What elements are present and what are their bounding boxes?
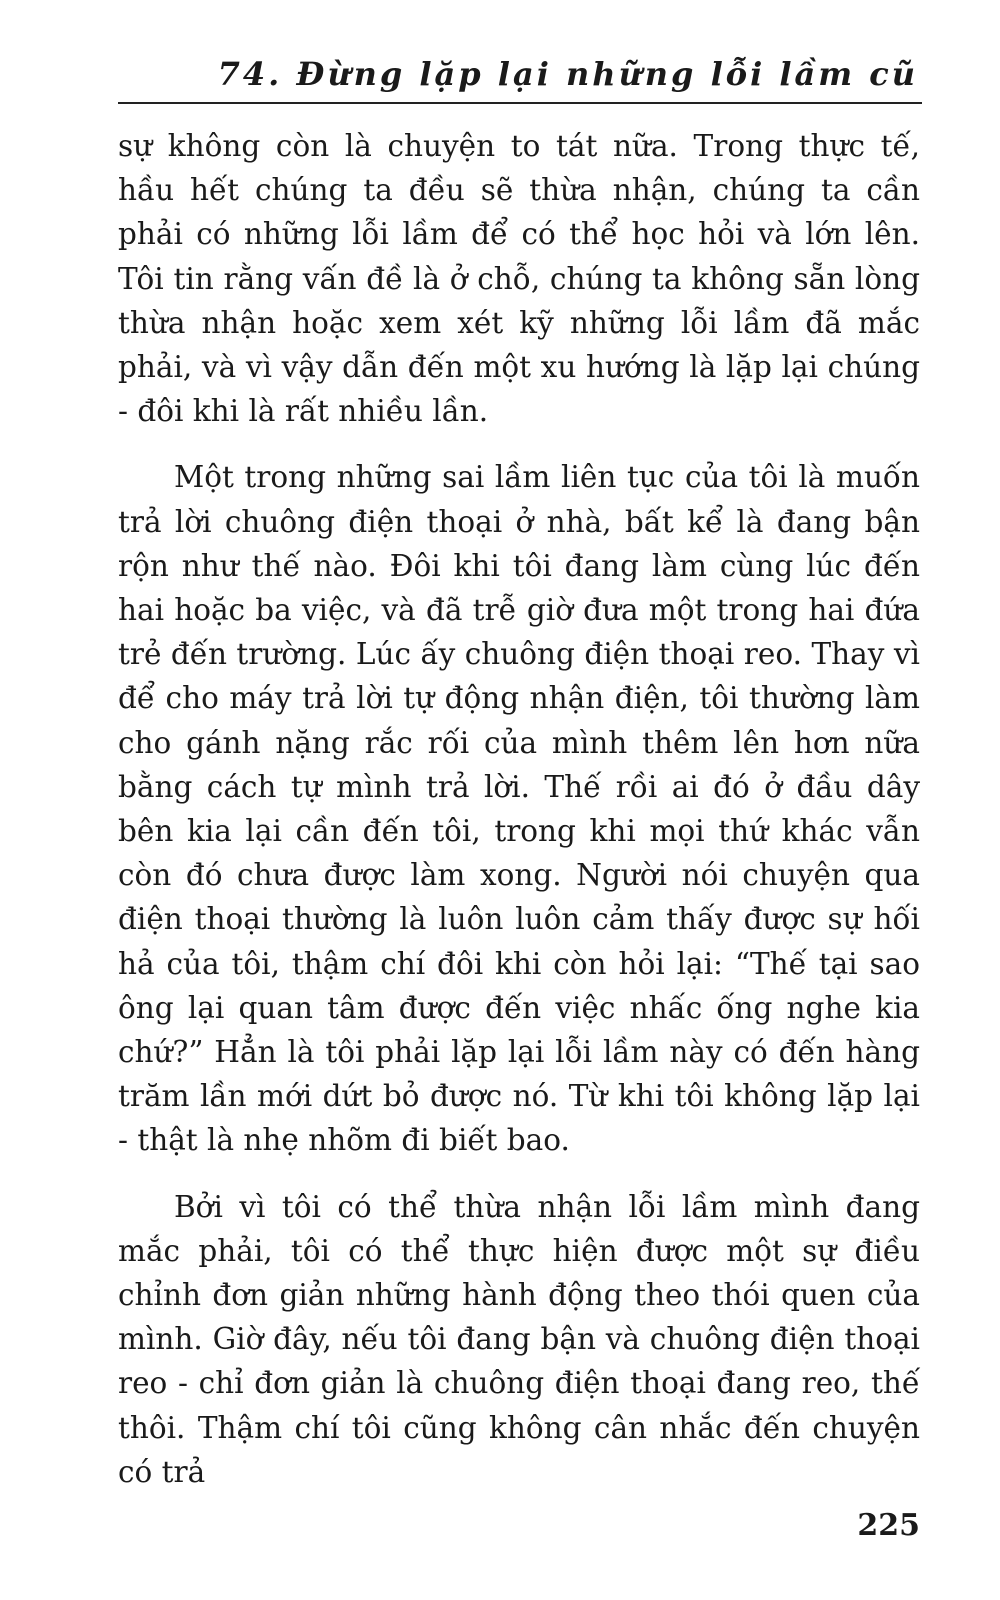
- paragraph: Bởi vì tôi có thể thừa nhận lỗi lầm mình đang mắc phải, tôi có thể thực hiện được một sự điều chỉnh đơn giản những hành động theo thói quen của mình. Giờ đây, nếu tôi đang bận và chuông điện thoại reo - chỉ đơn giản là chuông điện thoại đang reo, thế thôi. Thậm chí tôi cũng không cân nhắc đến chuyện có trả: [118, 1189, 920, 1489]
- chapter-title: 74. Đừng lặp lại những lỗi lầm cũ: [217, 55, 918, 93]
- running-header: [118, 52, 922, 104]
- page-number: 225: [857, 1508, 920, 1543]
- paragraph-continued: sự không còn là chuyện to tát nữa. Trong thực tế, hầu hết chúng ta đều sẽ thừa nhận, chúng ta cần phải có những lỗi lầm để có thể học hỏi và lớn lên. Tôi tin rằng vấn đề là ở chỗ, chúng ta không sẵn lòng thừa nhận hoặc xem xét kỹ những lỗi lầm đã mắc phải, và vì vậy dẫn đến một xu hướng là lặp lại chúng - đôi khi là rất nhiều lần.: [118, 129, 920, 429]
- body-text: [118, 124, 920, 1516]
- paragraph: Một trong những sai lầm liên tục của tôi là muốn trả lời chuông điện thoại ở nhà, bất kể là đang bận rộn như thế nào. Đôi khi tôi đang làm cùng lúc đến hai hoặc ba việc, và đã trễ giờ đưa một trong hai đứa trẻ đến trường. Lúc ấy chuông điện thoại reo. Thay vì để cho máy trả lời tự động nhận điện, tôi thường làm cho gánh nặng rắc rối của mình thêm lên hơn nữa bằng cách tự mình trả lời. Thế rồi ai đó ở đầu dây bên kia lại cần đến tôi, trong khi mọi thứ khác vẫn còn đó chưa được làm xong. Người nói chuyện qua điện thoại thường là luôn luôn cảm thấy được sự hối hả của tôi, thậm chí đôi khi còn hỏi lại: “Thế tại sao ông lại quan tâm được đến việc nhấc ống nghe kia chứ?” Hẳn là tôi phải lặp lại lỗi lầm này có đến hàng trăm lần mới dứt bỏ được nó. Từ khi tôi không lặp lại - thật là nhẹ nhõm đi biết bao.: [118, 460, 920, 1158]
